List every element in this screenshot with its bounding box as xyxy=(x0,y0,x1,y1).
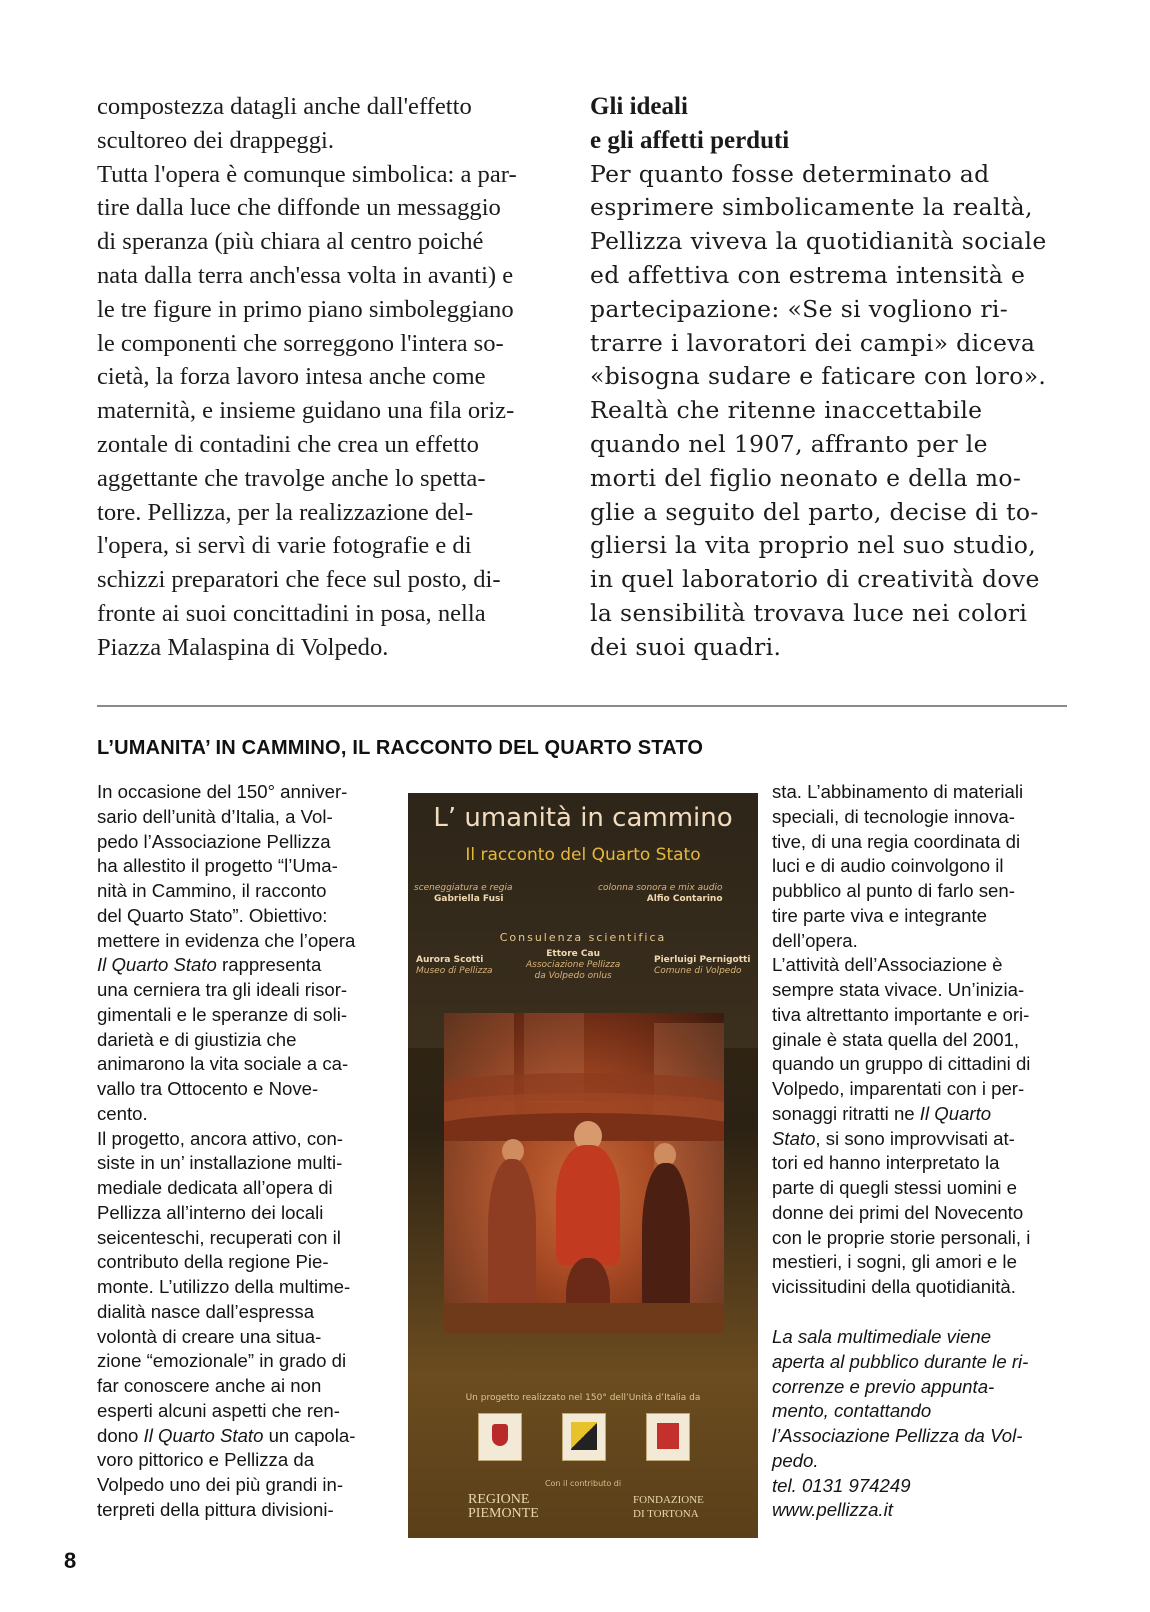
poster-credit-right: colonna sonora e mix audio Alfio Contarino xyxy=(598,883,723,904)
poster-consultant-3: Pierluigi Pernigotti Comune di Volpedo xyxy=(654,955,751,976)
text-line: quando nel 1907, affranto per le xyxy=(590,429,988,458)
text-line: dialità nasce dall’espressa xyxy=(97,1300,315,1322)
poster-footer-text: Un progetto realizzato nel 150° dell’Unità d’Italia da xyxy=(465,1393,701,1403)
note-line: La sala multimediale viene xyxy=(772,1326,992,1347)
text-line xyxy=(772,1127,1030,1152)
text-line: zione “emozionale” in grado di xyxy=(97,1350,347,1372)
text-segment: sonaggi ritratti ne xyxy=(772,1102,920,1124)
text-line: pubblico al punto di farlo sen- xyxy=(772,880,1015,901)
poster-consultant-1: Aurora Scotti Museo di Pellizza xyxy=(416,955,493,976)
text-segment: Il Quarto xyxy=(919,1102,992,1124)
text-line: l'opera, si servì di varie fotografie e di xyxy=(97,532,472,560)
text-line: la sensibilità trovava luce nei colori xyxy=(590,598,1028,627)
top-right-column xyxy=(590,90,1047,665)
text-line: vicissitudini della quotidianità. xyxy=(772,1276,1016,1297)
text-line: animarono la vita sociale a ca- xyxy=(97,1053,349,1075)
page-number: 8 xyxy=(64,1548,77,1573)
text-line: quando un gruppo di cittadini di xyxy=(772,1053,1031,1075)
text-line: glie a seguito del parto, decise di to- xyxy=(590,497,1039,526)
text-line xyxy=(97,953,355,978)
text-line: nata dalla terra anch'essa volta in avanti) e xyxy=(97,261,514,289)
text-line: contributo della regione Pie- xyxy=(97,1251,329,1273)
poster-logo-museo xyxy=(646,1413,690,1461)
note-line: mento, contattando xyxy=(772,1400,932,1422)
poster-credit-left: sceneggiatura e regia Gabriella Fusi xyxy=(414,883,513,904)
text-line: nità in Cammino, il racconto xyxy=(97,880,327,901)
text-line: sempre stata vivace. Un’inizia- xyxy=(772,979,1025,1000)
text-line: donne dei primi del Novecento xyxy=(772,1201,1024,1223)
text-line: monte. L’utilizzo della multime- xyxy=(97,1276,351,1297)
top-left-column xyxy=(97,90,517,665)
note-line: correnze e previo appunta- xyxy=(772,1375,995,1397)
text-line: Tutta l'opera è comunque simbolica: a par- xyxy=(97,160,517,188)
note-line: aperta al pubblico durante le ri- xyxy=(772,1350,1029,1372)
text-line: mediale dedicata all’opera di xyxy=(97,1177,333,1198)
text-line: zontale di contadini che crea un effetto xyxy=(97,430,479,458)
text-line: con le proprie storie personali, i xyxy=(772,1226,1031,1248)
text-line: le componenti che sorreggono l'intera so- xyxy=(97,329,504,357)
text-line: le tre figure in primo piano simboleggiano xyxy=(97,295,514,323)
text-line: morti del figlio neonato e della mo- xyxy=(590,463,1022,492)
heading-line: Gli ideali xyxy=(590,93,688,120)
text-segment: , si sono improvvisati at- xyxy=(815,1127,1015,1149)
text-line: aggettante che travolge anche lo spetta- xyxy=(97,464,486,492)
text-line: L’attività dell’Associazione è xyxy=(772,954,1003,976)
text-line: maternità, e insieme guidano una fila oriz- xyxy=(97,397,515,425)
text-line: scultoreo dei drappeggi. xyxy=(97,126,334,154)
text-line: vallo tra Ottocento e Nove- xyxy=(97,1078,319,1099)
text-line: esperti alcuni aspetti che ren- xyxy=(97,1399,340,1421)
poster-consulenza: Consulenza scientifica xyxy=(499,931,667,944)
text-line xyxy=(97,1424,355,1449)
text-line: di speranza (più chiara al centro poiché xyxy=(97,228,484,256)
horizontal-divider xyxy=(97,705,1067,707)
text-line: fronte ai suoi concittadini in posa, nella xyxy=(97,599,486,627)
text-line: sario dell’unità d’Italia, a Vol- xyxy=(97,805,333,827)
text-line: parte di quegli stessi uomini e xyxy=(772,1177,1017,1198)
text-line: Piazza Malaspina di Volpedo. xyxy=(97,633,389,661)
text-segment: Il Quarto Stato xyxy=(97,954,217,976)
text-line: tire dalla luce che diffonde un messaggio xyxy=(97,194,501,222)
text-line: cietà, la forza lavoro intesa anche come xyxy=(97,363,486,391)
text-line: tire parte viva e integrante xyxy=(772,904,987,926)
article-title: L’UMANITA’ IN CAMMINO, IL RACCONTO DEL QUARTO STATO xyxy=(97,737,704,759)
text-line: pedo l’Associazione Pellizza xyxy=(97,830,331,852)
text-line: darietà e di giustizia che xyxy=(97,1028,297,1050)
text-line: volontà di creare una situa- xyxy=(97,1325,322,1347)
text-line: Volpedo uno dei più grandi in- xyxy=(97,1474,344,1495)
text-line: ginale è stata quella del 2001, xyxy=(772,1028,1020,1050)
text-line: seicenteschi, recuperati con il xyxy=(97,1226,341,1248)
text-line: Per quanto fosse determinato ad xyxy=(590,159,990,188)
text-line: terpreti della pittura divisioni- xyxy=(97,1498,334,1520)
note-line: tel. 0131 974249 xyxy=(772,1474,911,1496)
text-line: tori ed hanno interpretato la xyxy=(772,1152,1000,1174)
text-line: dei suoi quadri. xyxy=(590,632,782,661)
poster-sponsor-fondazione: FONDAZIONE DI TORTONA xyxy=(633,1494,704,1520)
text-segment: Stato xyxy=(772,1127,816,1149)
section-heading-ideali xyxy=(590,90,1047,158)
note-line: pedo. xyxy=(772,1449,819,1471)
text-line: In occasione del 150° anniver- xyxy=(97,781,348,802)
text-line: tiva altrettanto importante e ori- xyxy=(772,1003,1030,1025)
text-line: cento. xyxy=(97,1102,148,1124)
text-line: tive, di una regia coordinata di xyxy=(772,830,1021,852)
poster-image xyxy=(408,793,758,1538)
contact-note xyxy=(772,1325,1028,1523)
text-line: partecipazione: «Se si vogliono ri- xyxy=(590,294,1009,323)
text-line: compostezza datagli anche dall'effetto xyxy=(97,93,472,120)
text-line: gimentali e le speranze di soli- xyxy=(97,1003,348,1025)
text-line: mettere in evidenza che l’opera xyxy=(97,929,356,951)
text-line: Pellizza viveva la quotidianità sociale xyxy=(590,227,1047,256)
poster-sponsor-label: Con il contributo di xyxy=(544,1479,622,1488)
painting-photo xyxy=(444,1013,724,1333)
bottom-right-column xyxy=(772,780,1030,1300)
poster-logo-comune xyxy=(478,1413,522,1461)
text-line: far conoscere anche ai non xyxy=(97,1375,322,1396)
text-line: sta. L’abbinamento di materiali xyxy=(772,781,1024,802)
text-line: una cerniera tra gli ideali risor- xyxy=(97,979,348,1000)
text-line: ha allestito il progetto “l’Uma- xyxy=(97,855,338,877)
text-line: «bisogna sudare e faticare con loro». xyxy=(590,362,1047,391)
text-line: speciali, di tecnologie innova- xyxy=(772,805,1015,827)
text-line: Realtà che ritenne inaccettabile xyxy=(590,396,983,425)
poster-subtitle: Il racconto del Quarto Stato xyxy=(465,845,701,865)
text-line xyxy=(772,1102,1030,1127)
note-line: www.pellizza.it xyxy=(772,1499,893,1521)
top-right-body xyxy=(590,158,1047,665)
text-segment: Il Quarto Stato xyxy=(143,1424,264,1446)
poster-sponsor-regione: REGIONE PIEMONTE xyxy=(468,1492,539,1521)
bottom-left-column xyxy=(97,780,355,1523)
text-segment: dono xyxy=(97,1424,144,1446)
text-line: schizzi preparatori che fece sul posto, di- xyxy=(97,566,501,594)
text-line: Volpedo, imparentati con i per- xyxy=(772,1078,1025,1099)
poster-logo-associazione xyxy=(562,1413,606,1461)
text-line: Pellizza all’interno dei locali xyxy=(97,1201,324,1223)
text-line: gliersi la vita proprio nel suo studio, xyxy=(590,531,1037,560)
text-line: del Quarto Stato”. Obiettivo: xyxy=(97,904,328,926)
text-line: mestieri, i sogni, gli amori e le xyxy=(772,1251,1017,1273)
text-line: ed affettiva con estrema intensità e xyxy=(590,260,1026,289)
text-line: in quel laboratorio di creatività dove xyxy=(590,565,1040,594)
text-line: dell’opera. xyxy=(772,929,858,951)
poster-title: L’ umanità in cammino xyxy=(433,803,733,833)
heading-line: e gli affetti perduti xyxy=(590,126,790,154)
text-line: luci e di audio coinvolgono il xyxy=(772,855,1004,877)
poster-consultant-2: Ettore Cau Associazione Pellizza da Volpedo onlus xyxy=(526,949,621,981)
text-line: trarre i lavoratori dei campi» diceva xyxy=(590,328,1036,357)
text-segment: un capola- xyxy=(263,1424,356,1446)
text-line: tore. Pellizza, per la realizzazione del- xyxy=(97,498,474,526)
note-line: l’Associazione Pellizza da Vol- xyxy=(772,1425,1023,1446)
text-line: Il progetto, ancora attivo, con- xyxy=(97,1127,343,1149)
text-line: siste in un’ installazione multi- xyxy=(97,1152,343,1174)
text-line: voro pittorico e Pellizza da xyxy=(97,1449,315,1471)
text-segment: rappresenta xyxy=(216,954,322,976)
text-line: esprimere simbolicamente la realtà, xyxy=(590,193,1033,222)
